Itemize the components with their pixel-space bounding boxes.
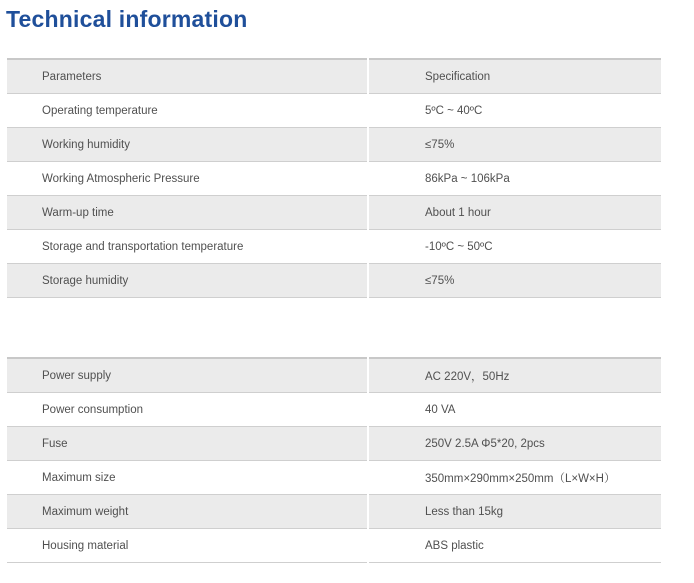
parameter-cell: Storage humidity [7, 264, 368, 298]
specification-cell: ≤75% [368, 128, 661, 162]
table-row [7, 128, 661, 162]
parameter-cell: Maximum weight [7, 495, 368, 529]
parameter-cell: Storage and transportation temperature [7, 230, 368, 264]
parameter-cell: Working humidity [7, 128, 368, 162]
parameter-cell: Power consumption [7, 393, 368, 427]
parameter-cell: Power supply [7, 358, 368, 393]
parameter-cell: Parameters [7, 59, 368, 94]
parameter-cell: Operating temperature [7, 94, 368, 128]
table-row [7, 196, 661, 230]
environment-spec-table [7, 58, 661, 298]
table-row [7, 94, 661, 128]
power-spec-table [7, 357, 661, 563]
table-row [7, 461, 661, 495]
table-row [7, 495, 661, 529]
specification-cell: -10ºC ~ 50ºC [425, 240, 493, 253]
table-row [7, 358, 661, 393]
specification-cell: About 1 hour [368, 196, 661, 230]
table-row [7, 427, 661, 461]
specification-cell: 5ºC ~ 40ºC [425, 104, 483, 117]
specification-cell: 40 VA [425, 403, 456, 416]
specification-cell: ABS plastic [425, 539, 484, 552]
table-row [7, 230, 661, 264]
specification-cell: 86kPa ~ 106kPa [425, 172, 510, 185]
table-row [7, 162, 661, 196]
specification-cell: 350mm×290mm×250mm（L×W×H） [425, 472, 616, 485]
parameter-cell: Maximum size [7, 461, 368, 495]
parameter-cell: Fuse [7, 427, 368, 461]
specification-cell: Less than 15kg [368, 495, 661, 529]
specification-cell: ≤75% [368, 264, 661, 298]
parameter-cell: Housing material [7, 529, 368, 563]
table-row [7, 529, 661, 563]
specification-cell: 250V 2.5A Φ5*20, 2pcs [368, 427, 661, 461]
parameter-cell: Working Atmospheric Pressure [7, 162, 368, 196]
specification-cell: AC 220V，50Hz [368, 358, 661, 393]
specification-cell: Specification [368, 59, 661, 94]
table-row [7, 59, 661, 94]
parameter-cell: Warm-up time [7, 196, 368, 230]
table-row [7, 393, 661, 427]
table-row [7, 264, 661, 298]
page-title: Technical information [6, 6, 248, 32]
